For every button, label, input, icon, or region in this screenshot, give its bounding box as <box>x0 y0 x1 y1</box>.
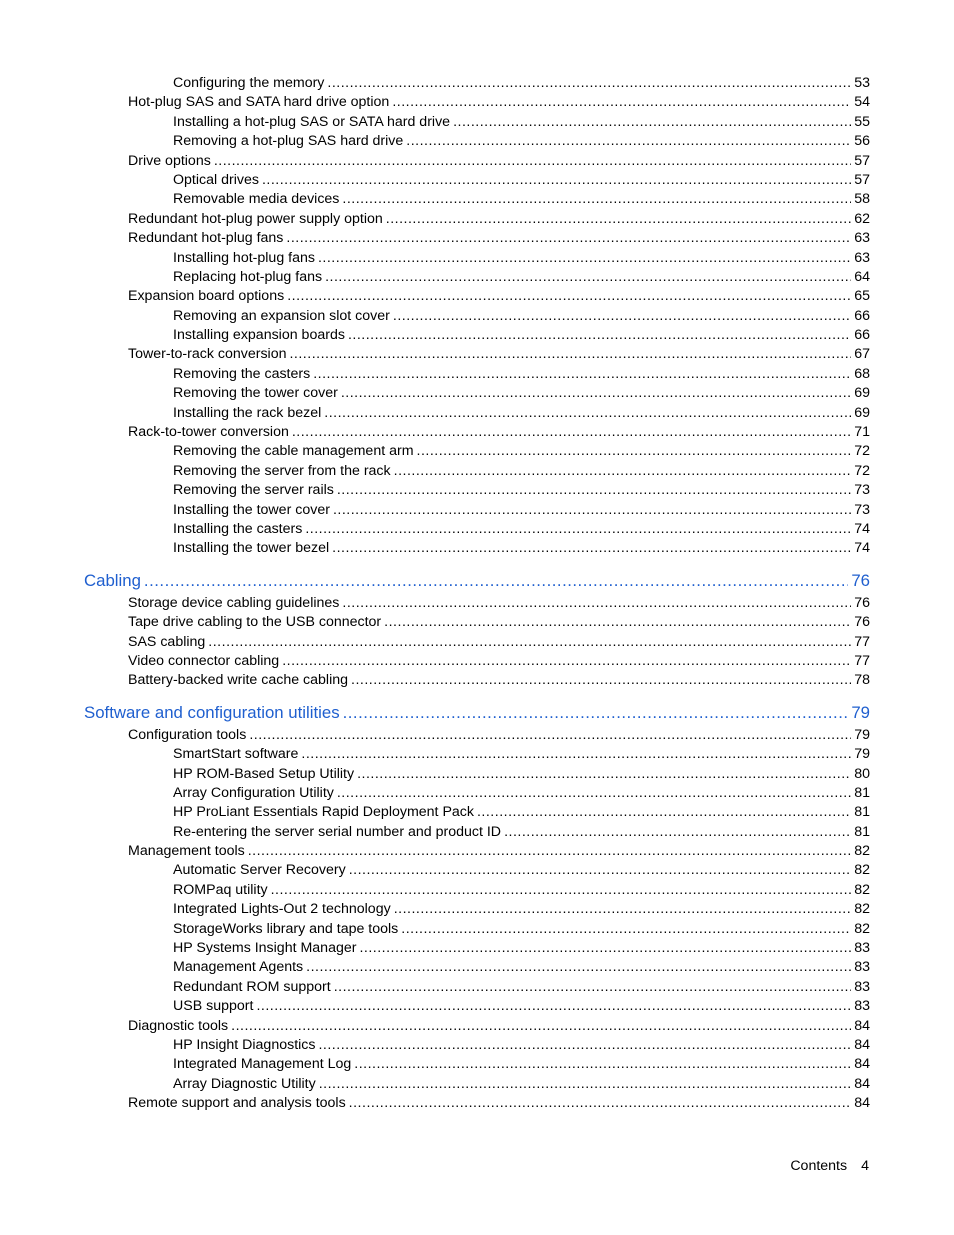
dot-leader <box>282 653 851 669</box>
dot-leader <box>286 230 851 246</box>
toc-entry-title: SAS cabling <box>128 633 206 650</box>
dot-leader <box>394 463 852 479</box>
toc-entry-link[interactable] <box>84 1095 870 1114</box>
toc-entry-page-number: 64 <box>854 268 870 285</box>
dot-leader <box>271 882 852 898</box>
dot-leader <box>386 211 851 227</box>
toc-entry-link[interactable] <box>84 727 870 746</box>
dot-leader <box>417 443 852 459</box>
toc-entry-title: Cabling <box>84 570 141 590</box>
toc-entry-page-number: 78 <box>854 672 870 689</box>
dot-leader <box>342 191 851 207</box>
toc-section <box>84 75 870 560</box>
toc-entry-page-number: 77 <box>854 633 870 650</box>
dot-leader <box>292 424 851 440</box>
toc-entry-link[interactable] <box>84 521 870 540</box>
toc-entry-page-number: 82 <box>854 901 870 918</box>
toc-entry-page-number: 76 <box>851 570 870 590</box>
toc-entry-link[interactable] <box>84 614 870 633</box>
toc-entry-link[interactable] <box>84 385 870 404</box>
toc-entry-title: Configuration tools <box>128 726 247 743</box>
toc-entry-page-number: 57 <box>854 152 870 169</box>
toc-entry-page-number: 77 <box>854 652 870 669</box>
toc-entry-title: HP Insight Diagnostics <box>173 1036 316 1053</box>
dot-leader <box>318 250 851 266</box>
toc-entry-title: Re-entering the server serial number and product ID <box>173 823 502 840</box>
dot-leader <box>342 595 851 611</box>
toc-entry-link[interactable] <box>84 463 870 482</box>
dot-leader <box>334 979 851 995</box>
toc-entry-link[interactable] <box>84 94 870 113</box>
toc-entry-page-number: 72 <box>854 462 870 479</box>
toc-entry-title: SmartStart software <box>173 746 299 763</box>
toc-entry-title: Installing the tower bezel <box>173 540 330 557</box>
toc-entry-page-number: 83 <box>854 978 870 995</box>
dot-leader <box>231 1018 851 1034</box>
toc-entry-page-number: 55 <box>854 113 870 130</box>
dot-leader <box>305 521 851 537</box>
toc-entry-title: Configuring the memory <box>173 75 325 91</box>
dot-leader <box>351 672 851 688</box>
toc-entry-page-number: 84 <box>854 1017 870 1034</box>
toc-chapter-link[interactable] <box>84 700 870 727</box>
toc-entry-title: Array Configuration Utility <box>173 784 334 801</box>
toc-entry-title: Hot-plug SAS and SATA hard drive option <box>128 94 390 111</box>
dot-leader <box>504 824 851 840</box>
page-footer <box>790 1158 869 1174</box>
dot-leader <box>313 366 851 382</box>
toc-entry-title: Video connector cabling <box>128 652 280 669</box>
toc-entry-page-number: 62 <box>854 210 870 227</box>
toc-entry-page-number: 53 <box>854 75 870 91</box>
toc-entry-page-number: 82 <box>854 862 870 879</box>
toc-entry-page-number: 54 <box>854 94 870 111</box>
toc-entry-page-number: 83 <box>854 998 870 1015</box>
toc-entry-link[interactable] <box>84 75 870 94</box>
toc-entry-page-number: 73 <box>854 501 870 518</box>
dot-leader <box>289 346 851 362</box>
toc-entry-page-number: 57 <box>854 171 870 188</box>
toc-entry-title: Removing a hot-plug SAS hard drive <box>173 133 404 150</box>
toc-section <box>84 568 870 692</box>
dot-leader <box>341 385 851 401</box>
toc-entry-title: HP Systems Insight Manager <box>173 940 357 957</box>
dot-leader <box>359 940 851 956</box>
toc-entry-link[interactable] <box>84 502 870 521</box>
dot-leader <box>393 308 851 324</box>
toc-entry-page-number: 63 <box>854 230 870 247</box>
toc-entry-title: Rack-to-tower conversion <box>128 424 289 441</box>
footer-label: Contents <box>790 1158 848 1174</box>
toc-entry-title: Tower-to-rack conversion <box>128 346 287 363</box>
toc-entry-link[interactable] <box>84 269 870 288</box>
toc-entry-link[interactable] <box>84 366 870 385</box>
toc-entry-link[interactable] <box>84 959 870 978</box>
toc-entry-link[interactable] <box>84 785 870 804</box>
toc-entry-link[interactable] <box>84 114 870 133</box>
toc-entry-title: Removing the cable management arm <box>173 443 414 460</box>
dot-leader <box>348 327 851 343</box>
toc-entry-title: HP ROM-Based Setup Utility <box>173 765 355 782</box>
toc-entry-title: Software and configuration utilities <box>84 702 340 722</box>
toc-entry-link[interactable] <box>84 862 870 881</box>
footer-page-number: 4 <box>861 1158 869 1174</box>
toc-entry-page-number: 84 <box>854 1056 870 1073</box>
toc-entry-link[interactable] <box>84 327 870 346</box>
dot-leader <box>144 571 848 591</box>
toc-entry-link[interactable] <box>84 653 870 672</box>
toc-entry-link[interactable] <box>84 998 870 1017</box>
toc-entry-title: Installing the tower cover <box>173 501 330 518</box>
toc-entry-page-number: 79 <box>854 746 870 763</box>
dot-leader <box>394 901 852 917</box>
toc-entry-title: ROMPaq utility <box>173 881 268 898</box>
toc-entry-page-number: 65 <box>854 288 870 305</box>
toc-entry-title: Automatic Server Recovery <box>173 862 346 879</box>
toc-entry-link[interactable] <box>84 443 870 462</box>
toc-entry-link[interactable] <box>84 766 870 785</box>
toc-entry-title: Removing the server rails <box>173 482 334 499</box>
toc-entry-page-number: 81 <box>854 784 870 801</box>
toc-entry-title: Management Agents <box>173 959 304 976</box>
toc-entry-link[interactable] <box>84 1018 870 1037</box>
toc-entry-page-number: 56 <box>854 133 870 150</box>
toc-entry-link[interactable] <box>84 804 870 823</box>
toc-entry-page-number: 71 <box>854 424 870 441</box>
dot-leader <box>318 1037 851 1053</box>
dot-leader <box>384 614 851 630</box>
dot-leader <box>319 1076 852 1092</box>
table-of-contents <box>84 75 870 1115</box>
dot-leader <box>325 269 851 285</box>
toc-entry-title: Integrated Management Log <box>173 1056 352 1073</box>
toc-entry-page-number: 80 <box>854 765 870 782</box>
dot-leader <box>301 746 851 762</box>
toc-entry-title: Installing hot-plug fans <box>173 249 315 266</box>
toc-section <box>84 700 870 1115</box>
toc-entry-title: Optical drives <box>173 171 259 188</box>
toc-entry-link[interactable] <box>84 634 870 653</box>
toc-entry-link[interactable] <box>84 1037 870 1056</box>
toc-entry-page-number: 83 <box>854 959 870 976</box>
dot-leader <box>354 1056 851 1072</box>
dot-leader <box>349 1095 852 1111</box>
toc-entry-link[interactable] <box>84 191 870 210</box>
toc-entry-page-number: 69 <box>854 404 870 421</box>
toc-entry-link[interactable] <box>84 153 870 172</box>
toc-entry-link[interactable] <box>84 308 870 327</box>
toc-entry-page-number: 58 <box>854 191 870 208</box>
dot-leader <box>248 843 851 859</box>
dot-leader <box>401 921 851 937</box>
toc-entry-title: Removing the tower cover <box>173 385 338 402</box>
dot-leader <box>349 862 852 878</box>
toc-entry-title: Installing expansion boards <box>173 327 345 344</box>
toc-entry-link[interactable] <box>84 540 870 559</box>
dot-leader <box>392 94 851 110</box>
toc-entry-link[interactable] <box>84 133 870 152</box>
toc-entry-title: Installing the rack bezel <box>173 404 322 421</box>
toc-entry-title: Removing the server from the rack <box>173 462 391 479</box>
dot-leader <box>343 703 849 723</box>
toc-entry-page-number: 79 <box>854 726 870 743</box>
dot-leader <box>306 959 851 975</box>
dot-leader <box>357 766 851 782</box>
toc-entry-link[interactable] <box>84 1056 870 1075</box>
toc-entry-title: Expansion board options <box>128 288 285 305</box>
toc-entry-title: Redundant hot-plug power supply option <box>128 210 383 227</box>
toc-entry-title: HP ProLiant Essentials Rapid Deployment Pack <box>173 804 474 821</box>
dot-leader <box>337 482 851 498</box>
dot-leader <box>324 405 851 421</box>
toc-entry-link[interactable] <box>84 1076 870 1095</box>
toc-entry-link[interactable] <box>84 843 870 862</box>
toc-entry-title: Drive options <box>128 152 211 169</box>
toc-entry-page-number: 67 <box>854 346 870 363</box>
toc-entry-title: Tape drive cabling to the USB connector <box>128 614 382 631</box>
toc-entry-link[interactable] <box>84 424 870 443</box>
toc-entry-link[interactable] <box>84 250 870 269</box>
toc-entry-page-number: 84 <box>854 1036 870 1053</box>
toc-entry-page-number: 82 <box>854 881 870 898</box>
toc-entry-page-number: 72 <box>854 443 870 460</box>
dot-leader <box>208 634 851 650</box>
toc-entry-page-number: 73 <box>854 482 870 499</box>
dot-leader <box>249 727 851 743</box>
toc-entry-page-number: 68 <box>854 365 870 382</box>
toc-entry-link[interactable] <box>84 940 870 959</box>
toc-entry-page-number: 69 <box>854 385 870 402</box>
dot-leader <box>333 502 851 518</box>
toc-entry-page-number: 84 <box>854 1095 870 1112</box>
toc-entry-title: Removable media devices <box>173 191 340 208</box>
toc-entry-title: Integrated Lights-Out 2 technology <box>173 901 391 918</box>
toc-entry-page-number: 74 <box>854 520 870 537</box>
toc-entry-page-number: 81 <box>854 804 870 821</box>
dot-leader <box>262 172 851 188</box>
toc-entry-title: Battery-backed write cache cabling <box>128 672 349 689</box>
toc-entry-link[interactable] <box>84 230 870 249</box>
toc-entry-link[interactable] <box>84 595 870 614</box>
toc-entry-link[interactable] <box>84 346 870 365</box>
toc-entry-page-number: 82 <box>854 920 870 937</box>
toc-entry-page-number: 76 <box>854 594 870 611</box>
toc-entry-link[interactable] <box>84 672 870 691</box>
toc-entry-title: Removing an expansion slot cover <box>173 307 390 324</box>
toc-entry-title: Array Diagnostic Utility <box>173 1075 316 1092</box>
toc-entry-title: Storage device cabling guidelines <box>128 594 340 611</box>
toc-entry-link[interactable] <box>84 882 870 901</box>
toc-entry-title: Remote support and analysis tools <box>128 1095 346 1112</box>
dot-leader <box>287 288 851 304</box>
dot-leader <box>406 133 851 149</box>
toc-entry-title: USB support <box>173 998 254 1015</box>
toc-chapter-link[interactable] <box>84 568 870 595</box>
toc-entry-title: Management tools <box>128 843 245 860</box>
toc-entry-link[interactable] <box>84 172 870 191</box>
dot-leader <box>256 998 851 1014</box>
toc-entry-link[interactable] <box>84 482 870 501</box>
toc-entry-page-number: 84 <box>854 1075 870 1092</box>
toc-entry-link[interactable] <box>84 288 870 307</box>
toc-entry-title: Removing the casters <box>173 365 311 382</box>
toc-entry-title: Redundant ROM support <box>173 978 331 995</box>
dot-leader <box>477 804 851 820</box>
toc-entry-link[interactable] <box>84 405 870 424</box>
toc-entry-page-number: 74 <box>854 540 870 557</box>
dot-leader <box>337 785 851 801</box>
toc-entry-title: Redundant hot-plug fans <box>128 230 284 247</box>
toc-entry-link[interactable] <box>84 211 870 230</box>
toc-entry-page-number: 79 <box>851 702 870 722</box>
toc-entry-page-number: 63 <box>854 249 870 266</box>
dot-leader <box>327 75 851 91</box>
toc-entry-title: Installing a hot-plug SAS or SATA hard drive <box>173 113 451 130</box>
dot-leader <box>453 114 851 130</box>
toc-entry-title: Replacing hot-plug fans <box>173 268 323 285</box>
toc-entry-title: StorageWorks library and tape tools <box>173 920 399 937</box>
toc-entry-link[interactable] <box>84 746 870 765</box>
toc-entry-link[interactable] <box>84 921 870 940</box>
toc-entry-title: Diagnostic tools <box>128 1017 229 1034</box>
toc-entry-link[interactable] <box>84 901 870 920</box>
toc-entry-page-number: 83 <box>854 940 870 957</box>
toc-entry-page-number: 76 <box>854 614 870 631</box>
toc-entry-link[interactable] <box>84 979 870 998</box>
toc-entry-page-number: 66 <box>854 327 870 344</box>
dot-leader <box>214 153 851 169</box>
toc-entry-page-number: 66 <box>854 307 870 324</box>
toc-entry-link[interactable] <box>84 824 870 843</box>
toc-entry-page-number: 82 <box>854 843 870 860</box>
toc-entry-page-number: 81 <box>854 823 870 840</box>
dot-leader <box>332 540 851 556</box>
toc-entry-title: Installing the casters <box>173 520 303 537</box>
